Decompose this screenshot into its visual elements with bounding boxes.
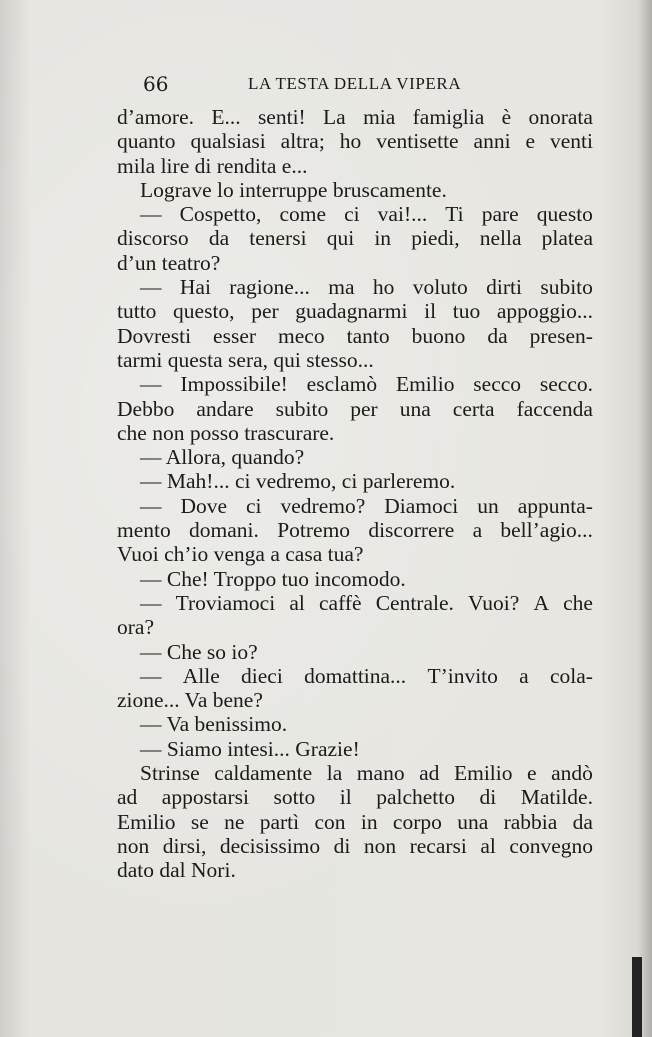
word: il: [339, 785, 352, 810]
word: un: [477, 493, 499, 518]
word: —: [140, 590, 162, 615]
word: che: [563, 590, 593, 615]
word: tuo: [452, 299, 481, 324]
text-line: [117, 445, 593, 469]
word: mia: [363, 105, 396, 129]
word: appoggio...: [496, 299, 593, 324]
text-line: [117, 712, 593, 736]
word: voluto: [412, 275, 468, 300]
word: decisissimo: [219, 833, 321, 858]
word: —: [140, 493, 162, 518]
word: Debbo: [117, 396, 175, 421]
word: anni: [473, 129, 511, 154]
word: corpo: [392, 809, 442, 834]
word: esclamò: [306, 372, 378, 397]
line-text: — Che! Troppo tuo incomodo.: [140, 566, 406, 591]
word: quanto: [117, 129, 176, 154]
word: una: [457, 809, 489, 834]
word: d’amore.: [117, 105, 195, 129]
text-line: [117, 640, 593, 664]
word: —: [140, 372, 162, 397]
word: venti: [549, 129, 593, 154]
word: subito: [275, 396, 329, 421]
word: —: [140, 663, 162, 688]
word: da: [208, 226, 230, 251]
word: come: [279, 202, 327, 227]
word: secco.: [539, 372, 593, 397]
word: Impossibile!: [180, 372, 288, 397]
word: Potremo: [277, 518, 351, 543]
text-line: [117, 226, 593, 250]
word: subito: [540, 275, 593, 300]
word: discorrere: [368, 518, 455, 543]
text-line: [117, 518, 593, 542]
word: non: [363, 833, 397, 858]
text-line: [117, 129, 593, 153]
word: sotto: [273, 785, 316, 810]
line-text: — Allora, quando?: [140, 445, 305, 470]
word: piedi,: [411, 226, 460, 251]
word: Matilde.: [520, 785, 593, 810]
line-text: — Mah!... ci vedremo, ci parleremo.: [140, 469, 456, 494]
word: con: [314, 809, 346, 834]
word: Dovresti: [117, 323, 192, 348]
word: per: [350, 396, 378, 421]
word: platea: [541, 226, 593, 251]
page-edge-shadow: [638, 0, 652, 1037]
word: Vuoi?: [468, 590, 520, 615]
line-text: dato dal Nori.: [117, 858, 236, 883]
word: La: [323, 105, 346, 129]
word: appunta-: [517, 493, 593, 518]
word: Cospetto,: [179, 202, 262, 227]
word: domattina...: [304, 663, 407, 688]
word: Emilio: [453, 761, 513, 786]
word: secco: [473, 372, 522, 397]
word: in: [374, 226, 392, 251]
word: ci: [246, 493, 262, 518]
word: andare: [196, 396, 254, 421]
body-text: [117, 105, 593, 883]
line-text: Vuoi ch’io venga a casa tua?: [117, 542, 364, 567]
word: convegno: [509, 833, 593, 858]
word: a: [472, 518, 483, 543]
word: da: [572, 809, 593, 834]
word: tutto: [117, 299, 157, 324]
word: per: [251, 299, 279, 324]
word: cola-: [549, 663, 593, 688]
word: dirti: [486, 275, 522, 300]
line-text: — Va benissimo.: [140, 712, 288, 737]
text-line: [117, 664, 593, 688]
word: caldamente: [214, 761, 313, 786]
text-line: [117, 494, 593, 518]
text-line: [117, 858, 593, 882]
word: ragione...: [229, 275, 310, 300]
word: ad: [419, 761, 440, 786]
text-line: [117, 567, 593, 591]
word: e: [527, 761, 537, 786]
word: da: [487, 323, 508, 348]
word: è: [501, 105, 512, 129]
word: Alle: [182, 663, 220, 688]
word: Centrale.: [375, 590, 454, 615]
word: il: [424, 299, 437, 324]
word: discorso: [117, 226, 189, 251]
text-line: [117, 469, 593, 493]
word: al: [289, 590, 305, 615]
text-line: [117, 834, 593, 858]
text-line: [117, 154, 593, 178]
word: famiglia: [412, 105, 485, 129]
text-line: [117, 688, 593, 712]
word: di: [333, 833, 351, 858]
word: mento: [117, 518, 171, 543]
word: tenersi: [249, 226, 307, 251]
word: buono: [411, 323, 466, 348]
word: appostarsi: [161, 785, 249, 810]
text-line: [117, 105, 593, 129]
word: rabbia: [503, 809, 558, 834]
word: altra;: [280, 129, 325, 154]
word: ho: [372, 275, 395, 300]
word: pare: [481, 202, 519, 227]
word: nella: [479, 226, 522, 251]
line-text: Lograve lo interruppe bruscamente.: [140, 177, 447, 202]
word: Ti: [445, 202, 464, 227]
text-line: [117, 397, 593, 421]
text-line: [117, 615, 593, 639]
word: onorata: [528, 105, 593, 129]
line-text: mila lire di rendita e...: [117, 153, 308, 178]
word: domani.: [189, 518, 259, 543]
word: ne: [224, 809, 245, 834]
text-line: [117, 421, 593, 445]
word: qualsiasi: [190, 129, 266, 154]
word: a: [519, 663, 529, 688]
word: ma: [328, 275, 355, 300]
word: meco: [278, 323, 325, 348]
word: questo: [536, 202, 593, 227]
text-line: [117, 372, 593, 396]
line-text: — Che so io?: [140, 639, 258, 664]
word: in: [360, 809, 378, 834]
word: mano: [356, 761, 405, 786]
word: guadagnarmi: [295, 299, 408, 324]
page-number: 66: [143, 72, 169, 96]
line-text: ora?: [117, 615, 154, 640]
word: questo,: [173, 299, 235, 324]
running-title: LA TESTA DELLA VIPERA: [248, 74, 462, 93]
word: ad: [117, 785, 138, 810]
word: ventisette: [376, 129, 459, 154]
text-line: [117, 737, 593, 761]
word: Troviamoci: [175, 590, 276, 615]
word: —: [140, 275, 162, 300]
text-line: [117, 324, 593, 348]
word: Diamoci: [384, 493, 459, 518]
word: bell’agio...: [500, 518, 593, 543]
word: Emilio: [117, 809, 176, 834]
word: senti!: [257, 105, 306, 129]
word: di: [479, 785, 497, 810]
text-line: [117, 348, 593, 372]
word: vedremo?: [280, 493, 366, 518]
line-text: tarmi questa sera, qui stesso...: [117, 347, 374, 372]
word: presen-: [529, 323, 593, 348]
word: Dove: [180, 493, 228, 518]
line-text: d’un teatro?: [117, 250, 221, 275]
word: Emilio: [395, 372, 455, 397]
word: tanto: [346, 323, 390, 348]
word: andò: [551, 761, 593, 786]
text-line: [117, 761, 593, 785]
word: se: [190, 809, 209, 834]
word: faccenda: [516, 396, 593, 421]
text-line: [117, 542, 593, 566]
line-text: zione... Va bene?: [117, 688, 263, 713]
word: certa: [452, 396, 495, 421]
word: recarsi: [409, 833, 467, 858]
word: Hai: [179, 275, 211, 300]
word: —: [140, 202, 162, 227]
text-line: [117, 275, 593, 299]
word: non: [117, 833, 150, 858]
text-line: [117, 178, 593, 202]
text-line: [117, 810, 593, 834]
line-text: che non posso trascurare.: [117, 420, 335, 445]
word: la: [326, 761, 343, 786]
word: una: [399, 396, 431, 421]
word: Strinse: [140, 761, 200, 786]
text-line: [117, 591, 593, 615]
word: dieci: [241, 663, 283, 688]
word: e: [525, 129, 536, 154]
line-text: — Siamo intesi... Grazie!: [140, 736, 360, 761]
word: caffè: [319, 590, 362, 615]
word: ho: [339, 129, 362, 154]
text-line: [117, 202, 593, 226]
page-header: [0, 72, 652, 98]
word: T’invito: [427, 663, 498, 688]
word: ci: [344, 202, 360, 227]
word: palchetto: [376, 785, 456, 810]
word: qui: [326, 226, 355, 251]
word: vai!...: [377, 202, 428, 227]
word: al: [480, 833, 496, 858]
word: E...: [211, 105, 241, 129]
text-line: [117, 251, 593, 275]
word: esser: [213, 323, 257, 348]
word: dirsi,: [162, 833, 207, 858]
binding-edge-mark: [632, 957, 642, 1037]
word: partì: [259, 809, 300, 834]
text-line: [117, 785, 593, 809]
word: A: [533, 590, 549, 615]
text-line: [117, 299, 593, 323]
